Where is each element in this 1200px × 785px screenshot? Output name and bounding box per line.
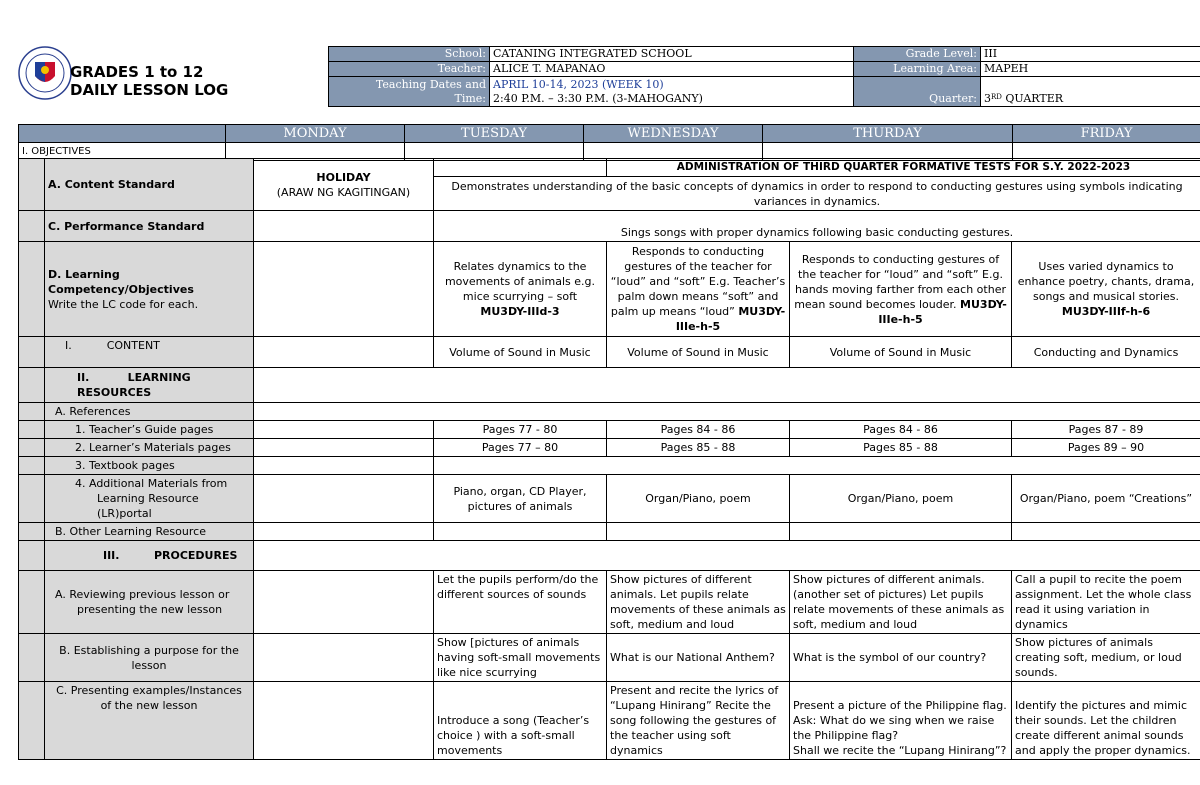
quarter-label: Quarter: <box>854 77 981 107</box>
day-header-tuesday: TUESDAY <box>405 125 584 143</box>
content-standard-text: Demonstrates understanding of the basic concepts of dynamics in order to respond to conducting gestures using symbols indicating variances in dynamics. <box>434 177 1200 211</box>
lm-pages-thursday: Pages 85 - 88 <box>790 439 1012 457</box>
examples-thursday-line3: Shall we recite the “Lupang Hinirang”? <box>793 744 1007 757</box>
tg-pages-wednesday: Pages 84 - 86 <box>607 421 790 439</box>
left-margin-cell <box>19 421 45 439</box>
left-margin-cell <box>19 368 45 403</box>
lm-pages-wednesday: Pages 85 - 88 <box>607 439 790 457</box>
deped-seal-logo <box>18 46 72 100</box>
competency-monday-cell <box>254 242 434 337</box>
left-margin-cell <box>19 541 45 571</box>
additional-materials-label <box>45 475 254 523</box>
procedures-num: III. <box>103 549 120 562</box>
review-label-line2: presenting the new lesson <box>77 603 223 616</box>
other-wednesday <box>607 523 790 541</box>
tg-pages-label: 1. Teacher’s Guide pages <box>45 421 254 439</box>
additional-label-line1: 4. Additional Materials from <box>75 477 228 490</box>
dates-label <box>329 77 490 107</box>
title-line-2: DAILY LESSON LOG <box>70 81 229 99</box>
header-info-table <box>328 46 1200 107</box>
examples-wednesday: Present and recite the lyrics of “Lupang Hinirang” Recite the song following the gestures of the teacher using soft dynamics <box>607 682 790 760</box>
dates-label-line1: Teaching Dates and <box>375 77 486 91</box>
procedures-blank <box>254 541 1200 571</box>
left-margin-cell <box>19 403 45 421</box>
lm-pages-friday: Pages 89 – 90 <box>1012 439 1200 457</box>
left-margin-cell <box>19 337 45 368</box>
examples-label-line2: of the new lesson <box>100 699 198 712</box>
review-tuesday: Let the pupils perform/do the different sources of sounds <box>434 571 607 634</box>
dates-label-line2: Time: <box>454 91 486 105</box>
additional-wednesday: Organ/Piano, poem <box>607 475 790 523</box>
days-header-table <box>18 124 1200 161</box>
dates-value <box>490 77 854 107</box>
admin-blank-cell <box>434 159 607 177</box>
review-thursday: Show pictures of different animals. (another set of pictures) Let pupils relate movements of these animals as soft, medium and loud <box>790 571 1012 634</box>
document-title <box>70 63 228 99</box>
grade-value: III <box>981 47 1200 62</box>
competency-thursday <box>790 242 1012 337</box>
dates-text: APRIL 10-14, 2023 (WEEK 10) <box>493 77 664 91</box>
day-header-blank <box>19 125 226 143</box>
objectives-label: I. OBJECTIVES <box>19 143 226 161</box>
textbook-blank <box>434 457 1200 475</box>
learning-resources-text: LEARNING RESOURCES <box>77 371 191 399</box>
day-header-thursday: THURDAY <box>763 125 1013 143</box>
left-margin-cell <box>19 457 45 475</box>
review-label <box>45 571 254 634</box>
tg-pages-tuesday: Pages 77 - 80 <box>434 421 607 439</box>
purpose-thursday: What is the symbol of our country? <box>790 634 1012 682</box>
competency-friday <box>1012 242 1200 337</box>
other-tuesday <box>434 523 607 541</box>
lm-pages-tuesday: Pages 77 – 80 <box>434 439 607 457</box>
other-resources-label: B. Other Learning Resource <box>45 523 254 541</box>
left-margin-cell <box>19 634 45 682</box>
content-label-text: CONTENT <box>106 339 160 352</box>
purpose-tuesday: Show [pictures of animals having soft-small movements like nice scurrying <box>434 634 607 682</box>
textbook-monday <box>254 457 434 475</box>
purpose-monday <box>254 634 434 682</box>
left-margin-cell <box>19 571 45 634</box>
quarter-suffix: RD <box>991 93 1002 101</box>
learning-area-value: MAPEH <box>981 62 1200 77</box>
learning-resources-blank <box>254 368 1200 403</box>
performance-standard-text: Sings songs with proper dynamics following basic conducting gestures. <box>434 211 1200 242</box>
school-label: School: <box>329 47 490 62</box>
review-friday: Call a pupil to recite the poem assignment. Let the whole class read it using variation in dynamics <box>1012 571 1200 634</box>
other-thursday <box>790 523 1012 541</box>
competency-wednesday-text: Responds to conducting gestures of the teacher for “loud” and “soft” E.g. Teacher’s palm down means “soft” and palm up means “loud” <box>610 245 786 318</box>
examples-thursday-line2: Ask: What do we sing when we raise the Philippine flag? <box>793 714 995 742</box>
left-margin-cell <box>19 439 45 457</box>
textbook-pages-label: 3. Textbook pages <box>45 457 254 475</box>
purpose-friday: Show pictures of animals creating soft, medium, or loud sounds. <box>1012 634 1200 682</box>
examples-friday: Identify the pictures and mimic their sounds. Let the children create different animal sounds and apply the proper dynamics. <box>1012 682 1200 760</box>
examples-thursday <box>790 682 1012 760</box>
learning-area-label: Learning Area: <box>854 62 981 77</box>
content-wednesday: Volume of Sound in Music <box>607 337 790 368</box>
references-label: A. References <box>45 403 254 421</box>
day-header-wednesday: WEDNESDAY <box>584 125 763 143</box>
additional-tuesday: Piano, organ, CD Player, pictures of animals <box>434 475 607 523</box>
content-standard-label: A. Content Standard <box>45 159 254 211</box>
learning-resources-label <box>45 368 254 403</box>
competency-friday-code: MU3DY-IIIf-h-6 <box>1061 305 1151 318</box>
day-header-friday: FRIDAY <box>1013 125 1200 143</box>
additional-friday: Organ/Piano, poem “Creations” <box>1012 475 1200 523</box>
teacher-label: Teacher: <box>329 62 490 77</box>
left-margin-cell <box>19 682 45 760</box>
review-label-line1: A. Reviewing previous lesson or <box>55 588 230 601</box>
tg-pages-thursday: Pages 84 - 86 <box>790 421 1012 439</box>
purpose-label-line2: lesson <box>131 658 167 672</box>
references-blank <box>254 403 1200 421</box>
quarter-value <box>981 77 1200 107</box>
review-wednesday: Show pictures of different animals. Let pupils relate movements of these animals as soft, medium and loud <box>607 571 790 634</box>
title-line-1: GRADES 1 to 12 <box>70 63 204 81</box>
left-margin-cell <box>19 159 45 211</box>
procedures-label <box>45 541 254 571</box>
examples-thursday-line1: Present a picture of the Philippine flag. <box>793 699 1007 712</box>
content-label <box>45 337 254 368</box>
additional-label-line3: (LR)portal <box>97 507 152 520</box>
left-margin-cell <box>19 523 45 541</box>
competency-tuesday-code: MU3DY-IIId-3 <box>480 305 560 318</box>
tg-pages-friday: Pages 87 - 89 <box>1012 421 1200 439</box>
content-thursday: Volume of Sound in Music <box>790 337 1012 368</box>
lm-pages-label: 2. Learner’s Materials pages <box>45 439 254 457</box>
teacher-value: ALICE T. MAPANAO <box>490 62 854 77</box>
learning-resources-num: II. <box>77 371 90 384</box>
competency-friday-text: Uses varied dynamics to enhance poetry, chants, drama, songs and musical stories. <box>1017 260 1195 303</box>
purpose-wednesday: What is our National Anthem? <box>607 634 790 682</box>
competency-tuesday <box>434 242 607 337</box>
holiday-cell <box>254 159 434 211</box>
competency-wednesday-code: MU3DY-IIIe-h-5 <box>675 305 786 333</box>
holiday-title: HOLIDAY <box>316 170 371 184</box>
lm-pages-monday <box>254 439 434 457</box>
performance-monday-cell <box>254 211 434 242</box>
left-margin-cell <box>19 242 45 337</box>
content-tuesday: Volume of Sound in Music <box>434 337 607 368</box>
examples-tuesday: Introduce a song (Teacher’s choice ) with a soft-small movements <box>434 682 607 760</box>
purpose-label-line1: B. Establishing a purpose for the <box>59 643 239 657</box>
procedures-text: PROCEDURES <box>153 549 238 562</box>
quarter-text: QUARTER <box>1001 92 1064 105</box>
competency-label-line2: Write the LC code for each. <box>48 297 199 311</box>
tg-pages-monday <box>254 421 434 439</box>
additional-thursday: Organ/Piano, poem <box>790 475 1012 523</box>
content-label-num: I. <box>65 339 72 352</box>
competency-label <box>45 242 254 337</box>
time-text: 2:40 P.M. – 3:30 P.M. (3-MAHOGANY) <box>493 91 703 105</box>
examples-label <box>45 682 254 760</box>
holiday-subtitle: (ARAW NG KAGITINGAN) <box>276 185 411 199</box>
other-friday <box>1012 523 1200 541</box>
content-monday-cell <box>254 337 434 368</box>
competency-wednesday <box>607 242 790 337</box>
examples-label-line1: C. Presenting examples/Instances <box>56 684 242 697</box>
competency-label-line1: D. Learning Competency/Objectives <box>48 267 194 296</box>
left-margin-cell <box>19 211 45 242</box>
additional-monday <box>254 475 434 523</box>
additional-label-line2: Learning Resource <box>97 492 199 505</box>
other-monday <box>254 523 434 541</box>
quarter-number: 3 <box>984 92 991 105</box>
left-margin-cell <box>19 475 45 523</box>
competency-tuesday-text: Relates dynamics to the movements of animals e.g. mice scurrying – soft <box>444 260 596 303</box>
competency-thursday-text: Responds to conducting gestures of the teacher for “loud” and “soft” E.g. hands moving farther from each other mean sound becomes louder. <box>794 252 1006 311</box>
review-monday <box>254 571 434 634</box>
purpose-label <box>45 634 254 682</box>
content-friday: Conducting and Dynamics <box>1012 337 1200 368</box>
day-header-monday: MONDAY <box>226 125 405 143</box>
competency-thursday-code: MU3DY-IIIe-h-5 <box>878 297 1007 326</box>
examples-monday <box>254 682 434 760</box>
grade-label: Grade Level: <box>854 47 981 62</box>
school-value: CATANING INTEGRATED SCHOOL <box>490 47 854 62</box>
performance-standard-label: C. Performance Standard <box>45 211 254 242</box>
lesson-log-table <box>18 158 1200 760</box>
admin-tests-text: ADMINISTRATION OF THIRD QUARTER FORMATIVE TESTS FOR S.Y. 2022-2023 <box>607 159 1200 177</box>
